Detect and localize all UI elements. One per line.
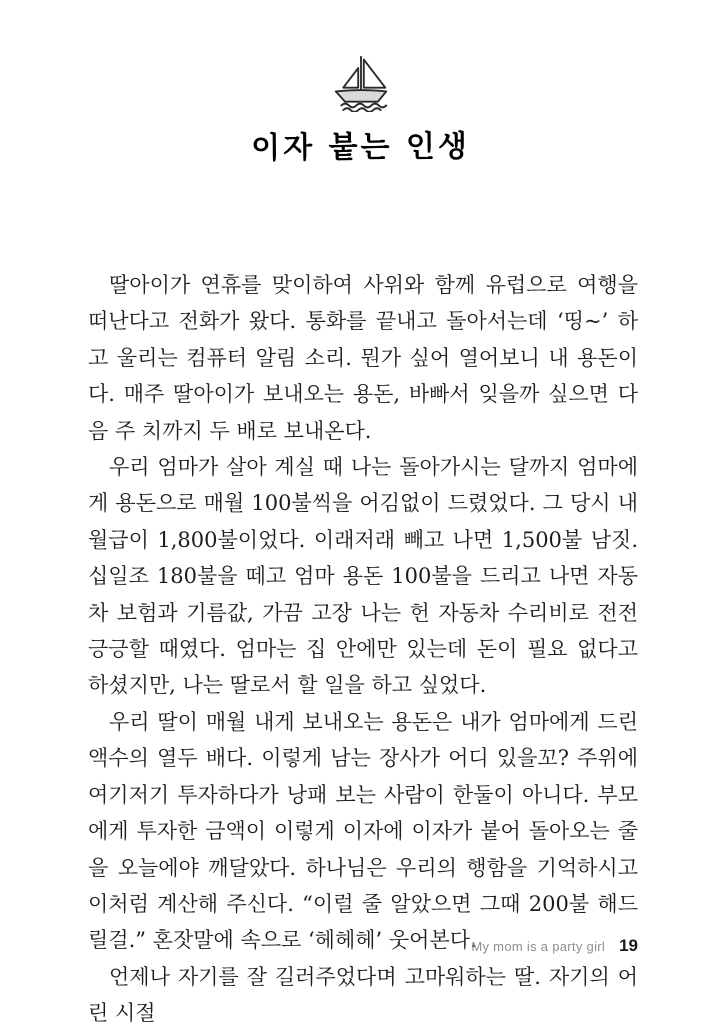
page-footer bbox=[471, 936, 638, 956]
page-number: 19 bbox=[619, 936, 638, 955]
paragraph-3: 우리 딸이 매월 내게 보내오는 용돈은 내가 엄마에게 드린 액수의 열두 배다. 이렇게 남는 장사가 어디 있을꼬? 주위에 여기저기 투자하다가 낭패 보는 사람이 한둘이 아니다. 부모에게 투자한 금액이 이렇게 이자에 이자가 붙어 돌아오는 줄을 오늘에야 깨달았다. 하나님은 우리의 행함을 기억하시고 이처럼 계산해 주신다. “이럴 줄 알았으면 그때 200불 해드릴걸.” 혼잣말에 속으로 ‘헤헤헤’ 웃어본다. bbox=[88, 709, 638, 953]
chapter-header bbox=[0, 54, 721, 166]
sailboat-icon bbox=[318, 54, 404, 112]
paragraph-1: 딸아이가 연휴를 맞이하여 사위와 함께 유럽으로 여행을 떠난다고 전화가 왔다. 통화를 끝내고 돌아서는데 ‘띵~’ 하고 울리는 컴퓨터 알림 소리. 뭔가 싶어 열어보니 내 용돈이다. 매주 딸아이가 보내오는 용돈, 바빠서 잊을까 싶으면 다음 주 치까지 두 배로 보내온다. bbox=[88, 273, 638, 443]
paragraph-4: 언제나 자기를 잘 길러주었다며 고마워하는 딸. 자기의 어린 시절 bbox=[88, 964, 638, 1024]
paragraph-2: 우리 엄마가 살아 계실 때 나는 돌아가시는 달까지 엄마에게 용돈으로 매월 100불씩을 어김없이 드렸었다. 그 당시 내 월급이 1,800불이었다. 이래저래 빼고 나면 1,500불 남짓. 십일조 180불을 떼고 엄마 용돈 100불을 드리고 나면 자동차 보험과 기름값, 가끔 고장 나는 헌 자동차 수리비로 전전긍긍할 때였다. 엄마는 집 안에만 있는데 돈이 필요 없다고 하셨지만, 나는 딸로서 할 일을 하고 싶었다. bbox=[88, 455, 638, 698]
running-title: My mom is a party girl bbox=[471, 939, 606, 954]
chapter-title: 이자 붙는 인생 bbox=[250, 129, 471, 166]
body-text bbox=[88, 267, 638, 1024]
